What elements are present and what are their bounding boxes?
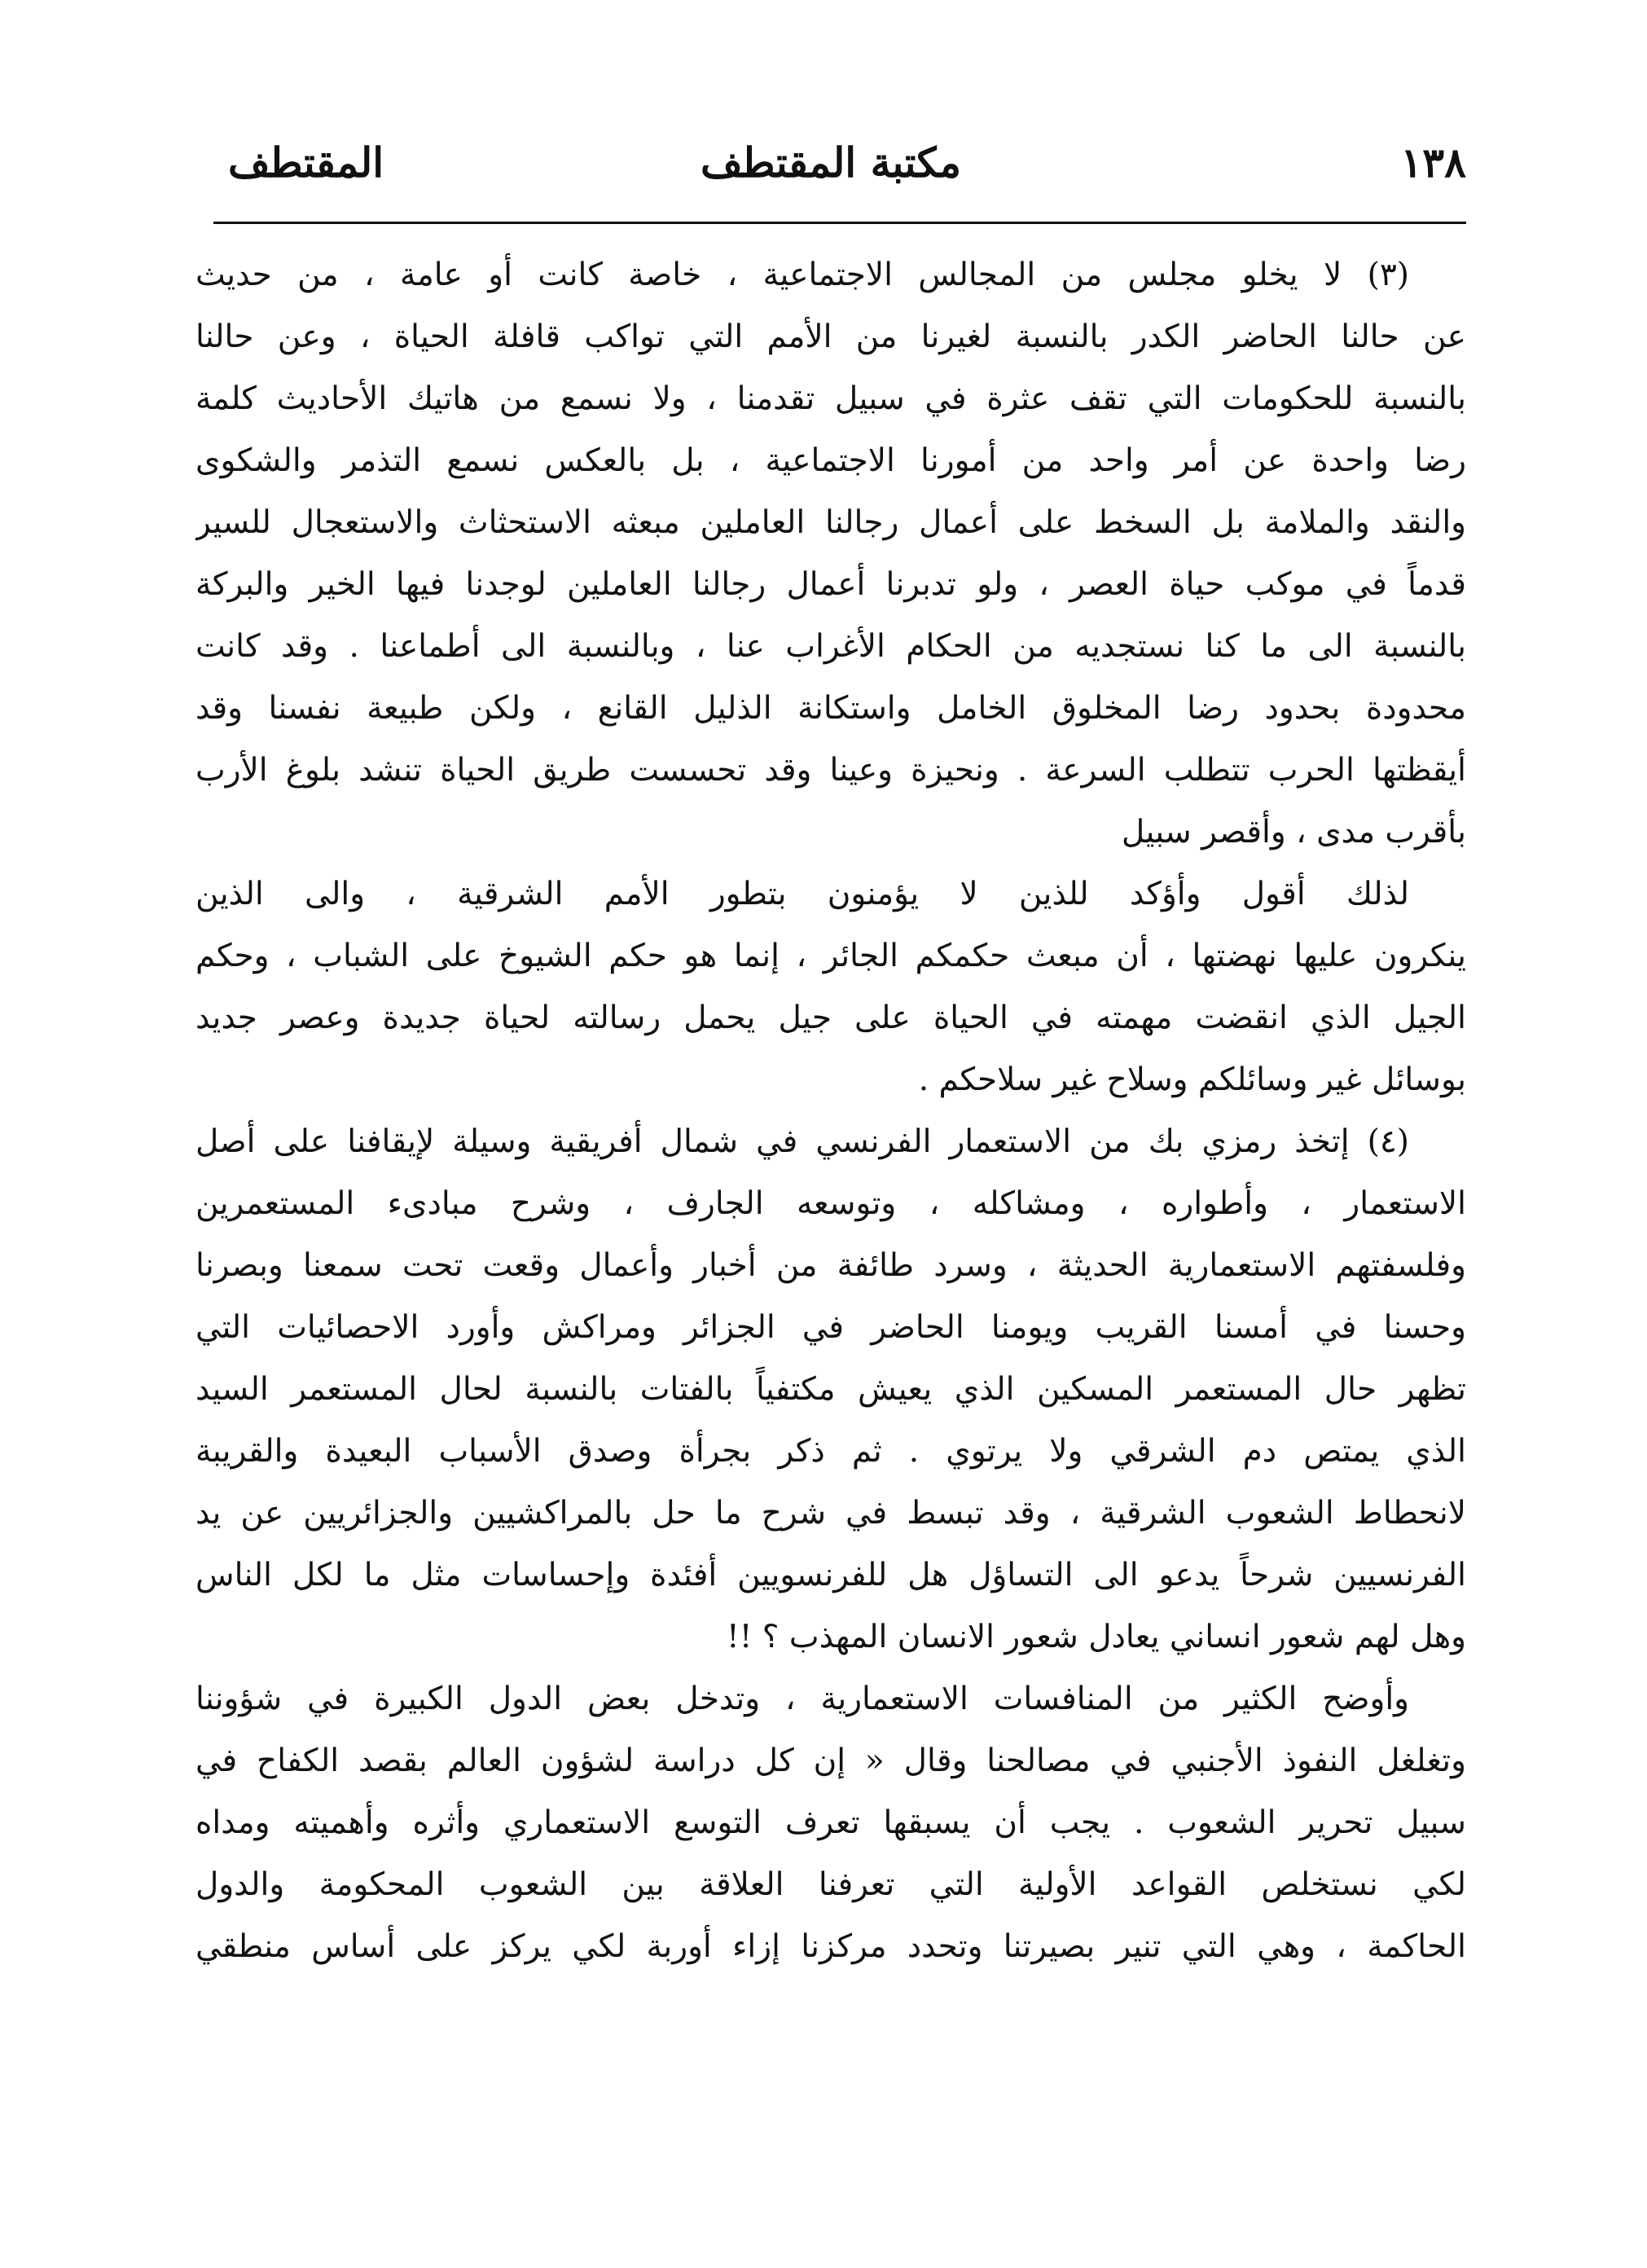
page-number: ١٣٨	[1400, 138, 1466, 187]
text-line: لانحطاط الشعوب الشرقية ، وقد تبسط في شرح ما حل بالمراكشيين والجزائريين عن يد	[195, 1495, 1466, 1532]
text-line: تظهر حال المستعمر المسكين الذي يعيش مكتفياً بالفتات بالنسبة لحال المستعمر السيد	[195, 1371, 1466, 1408]
text-line: (٣) لا يخلو مجلس من المجالس الاجتماعية ، خاصة كانت أو عامة ، من حديث	[195, 257, 1409, 293]
text-line: بالنسبة للحكومات التي تقف عثرة في سبيل تقدمنا ، ولا نسمع من هاتيك الأحاديث كلمة	[195, 380, 1466, 417]
text-line: بالنسبة الى ما كنا نستجديه من الحكام الأغراب عنا ، وبالنسبة الى أطماعنا . وقد كانت	[195, 628, 1466, 665]
text-line: ينكرون عليها نهضتها ، أن مبعث حكمكم الجائر ، إنما هو حكم الشيوخ على الشباب ، وحكم	[195, 938, 1466, 974]
header-rule	[213, 222, 1466, 224]
text-line: محدودة بحدود رضا المخلوق الخامل واستكانة الذليل القانع ، ولكن طبيعة نفسنا وقد	[195, 690, 1466, 727]
body-text	[195, 244, 1466, 2232]
text-line: والنقد والملامة بل السخط على أعمال رجالنا العاملين مبعثه الاستحثاث والاستعجال للسير	[195, 504, 1466, 541]
text-line: (٤) إتخذ رمزي بك من الاستعمار الفرنسي في شمال أفريقية وسيلة لإيقافنا على أصل	[195, 1123, 1409, 1160]
text-line: وحسنا في أمسنا القريب ويومنا الحاضر في الجزائر ومراكش وأورد الاحصائيات التي	[195, 1309, 1466, 1346]
page-header	[195, 122, 1466, 196]
text-line: عن حالنا الحاضر الكدر بالنسبة لغيرنا من الأمم التي تواكب قافلة الحياة ، وعن حالنا	[195, 319, 1466, 355]
text-line: بأقرب مدى ، وأقصر سبيل	[1121, 814, 1466, 850]
text-line: أيقظتها الحرب تتطلب السرعة . ونحيزة وعينا وقد تحسست طريق الحياة تنشد بلوغ الأرب	[195, 752, 1466, 789]
text-line: الحاكمة ، وهي التي تنير بصيرتنا وتحدد مركزنا إزاء أوربة لكي يركز على أساس منطقي	[195, 1928, 1466, 1965]
text-line: وأوضح الكثير من المنافسات الاستعمارية ، وتدخل بعض الدول الكبيرة في شؤوننا	[195, 1681, 1409, 1717]
running-title: مكتبة المقتطف	[701, 138, 961, 187]
text-line: سبيل تحرير الشعوب . يجب أن يسبقها تعرف التوسع الاستعماري وأثره وأهميته ومداه	[195, 1804, 1466, 1841]
text-line: الفرنسيين شرحاً يدعو الى التساؤل هل للفرنسويين أفئدة وإحساسات مثل ما لكل الناس	[195, 1557, 1466, 1593]
section-title: المقتطف	[228, 138, 384, 187]
text-line: لذلك أقول وأؤكد للذين لا يؤمنون بتطور الأمم الشرقية ، والى الذين	[195, 876, 1409, 912]
text-line: بوسائل غير وسائلكم وسلاح غير سلاحكم .	[918, 1061, 1466, 1098]
text-line: قدماً في موكب حياة العصر ، ولو تدبرنا أعمال رجالنا العاملين لوجدنا فيها الخير والبركة	[195, 566, 1466, 603]
text-line: الاستعمار ، وأطواره ، ومشاكله ، وتوسعه الجارف ، وشرح مبادىء المستعمرين	[195, 1185, 1466, 1222]
text-line: الذي يمتص دم الشرقي ولا يرتوي . ثم ذكر بجرأة وصدق الأسباب البعيدة والقريبة	[195, 1433, 1466, 1470]
text-line: وهل لهم شعور انساني يعادل شعور الانسان المهذب ؟ !!	[727, 1619, 1466, 1655]
text-line: الجيل الذي انقضت مهمته في الحياة على جيل يحمل رسالته لحياة جديدة وعصر جديد	[195, 1000, 1466, 1036]
text-line: رضا واحدة عن أمر واحد من أمورنا الاجتماعية ، بل بالعكس نسمع التذمر والشكوى	[195, 442, 1466, 479]
text-line: وفلسفتهم الاستعمارية الحديثة ، وسرد طائفة من أخبار وأعمال وقعت تحت سمعنا وبصرنا	[195, 1247, 1466, 1284]
text-line: لكي نستخلص القواعد الأولية التي تعرفنا العلاقة بين الشعوب المحكومة والدول	[195, 1866, 1466, 1903]
text-line: وتغلغل النفوذ الأجنبي في مصالحنا وقال « إن كل دراسة لشؤون العالم بقصد الكفاح في	[195, 1743, 1466, 1779]
